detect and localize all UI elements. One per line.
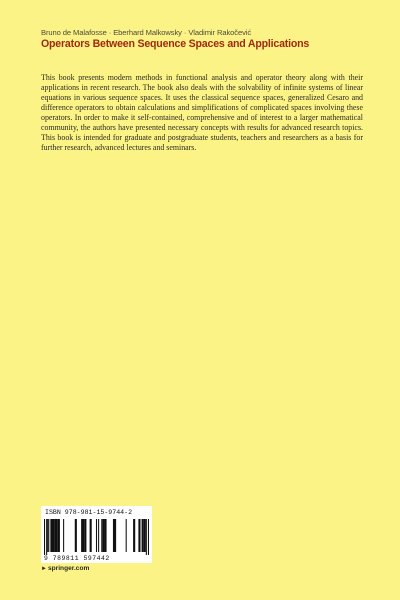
publisher-link: [41, 565, 89, 572]
barcode-icon: [44, 519, 149, 555]
barcode-digits: 9 789811 597442: [44, 555, 110, 562]
isbn-label: ISBN 978-981-15-9744-2: [45, 509, 133, 516]
book-description: This book presents modern methods in functional analysis and operator theory along with their applications in recent research. The book also deals with the solvability of infinite systems of linear equations in various sequence spaces. It uses the classical sequence spaces, generalized Cesaro and difference operators to obtain calculations and simplifications of complicated spaces involving these operators. In order to make it self-contained, comprehensive and of interest to a larger mathematical community, the authors have presented necessary concepts with results for advanced research topics. This book is intended for graduate and postgraduate students, teachers and researchers as a basis for further research, advanced lectures and seminars.: [41, 73, 363, 153]
author-names: Bruno de Malafosse · Eberhard Malkowsky · Vladimir Rakočević: [41, 28, 252, 37]
publisher-url: springer.com: [47, 565, 90, 572]
book-title: Operators Between Sequence Spaces and Applications: [41, 38, 310, 50]
isbn-barcode-box: [41, 506, 152, 563]
arrow-icon: ►: [41, 566, 47, 572]
